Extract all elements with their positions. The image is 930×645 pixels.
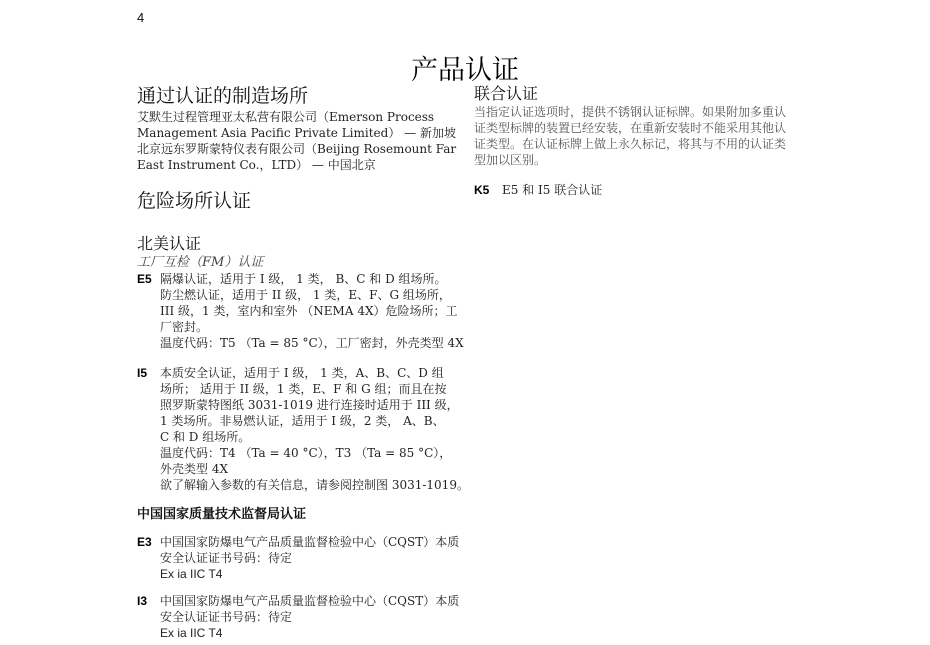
text-line: 北京远东罗斯蒙特仪表有限公司（Beijing Rosemount Far [137,142,457,156]
text-line: 1 类场所。非易燃认证，适用于 I 级，2 类， A、B、 [160,414,445,428]
left-column [137,84,472,641]
text-line: East Instrument Co.，LTD） — 中国北京 [137,158,376,172]
text-line: 证类型。在认证标牌上做上永久标记，将其与不用的认证类 [474,137,787,151]
page-title: 产品认证 [411,55,519,86]
text-line: Ex ia IIC T4 [160,626,223,640]
cert-i3 [137,593,472,641]
cert-code: E5 [137,272,152,286]
text-line: 证类型标牌的装置已经安装，在重新安装时不能采用其他认 [474,121,787,135]
cert-e5 [137,271,472,351]
text-line: Ex ia IIC T4 [160,567,223,581]
text-line: III 级，1 类，室内和室外 （NEMA 4X）危险场所；工 [160,304,458,318]
manufacturing-sites-heading: 通过认证的制造场所 [137,85,309,107]
text-line: 外壳类型 4X [160,462,228,476]
cert-code: E3 [137,535,152,549]
cert-code: I3 [137,594,148,608]
text-line: Management Asia Pacific Private Limited） — 新加坡 [137,126,456,140]
cert-text [160,593,472,641]
text-line: 本质安全认证，适用于 I 级， 1 类，A、B、C、D 组 [160,366,444,380]
text-line: C 和 D 组场所。 [160,430,251,444]
text-line: 厂密封。 [160,320,209,334]
text-line: 中国国家防爆电气产品质量监督检验中心（CQST）本质 [160,535,460,549]
hazardous-locations-heading: 危险场所认证 [137,190,252,212]
north-america-heading: 北美认证 [137,234,202,253]
text-line: 温度代码：T5 （Ta = 85 °C），工厂密封，外壳类型 4X [160,336,464,350]
cert-text [160,365,472,493]
page-number: 4 [137,10,145,25]
cert-text: E5 和 I5 联合认证 [502,183,603,197]
fm-approvals-label: 工厂互检（FM）认证 [137,255,264,270]
text-line: 当指定认证选项时，提供不锈钢认证标牌。如果附加多重认 [474,105,787,119]
text-line: 照罗斯蒙特图纸 3031-1019 进行连接时适用于 III 级， [160,398,459,412]
manufacturing-sites-text [137,109,472,173]
text-line: 艾默生过程管理亚太私营有限公司（Emerson Process [137,110,435,124]
combined-approvals-text [474,104,804,168]
cert-e3 [137,534,472,582]
text-line: 隔爆认证，适用于 I 级， 1 类， B、C 和 D 组场所。 [160,272,447,286]
cert-k5 [474,182,804,198]
cert-code: K5 [474,183,490,197]
text-line: 安全认证证书号码：待定 [160,551,293,565]
text-line: 防尘燃认证，适用于 II 级， 1 类，E、F、G 组场所， [160,288,451,302]
right-column [474,84,804,198]
cert-i5 [137,365,472,493]
text-line: 温度代码：T4 （Ta = 40 °C），T3 （Ta = 85 °C）， [160,446,452,460]
text-line: 场所； 适用于 II 级，1 类，E、F 和 G 组；而且在按 [160,382,447,396]
china-approvals-heading: 中国国家质量技术监督局认证 [137,507,307,522]
cert-text [160,271,472,351]
cert-text [160,534,472,582]
text-line: 中国国家防爆电气产品质量监督检验中心（CQST）本质 [160,594,460,608]
cert-code: I5 [137,366,148,380]
combined-approvals-heading: 联合认证 [474,84,539,103]
text-line: 安全认证证书号码：待定 [160,610,293,624]
text-line: 型加以区别。 [474,153,547,167]
text-line: 欲了解输入参数的有关信息，请参阅控制图 3031-1019。 [160,478,469,492]
